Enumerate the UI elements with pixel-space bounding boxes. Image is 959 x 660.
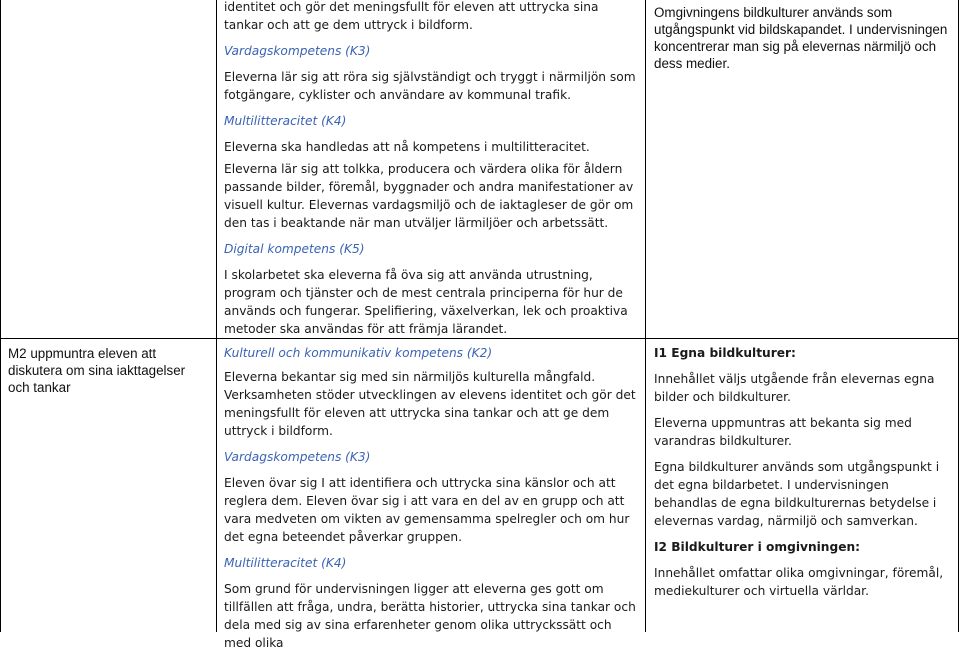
text-paragraph: identitet och gör det meningsfullt för eleven att uttrycka sina tankar och att ge dem uttryck i bildform. xyxy=(224,0,599,32)
bottom-right-cell xyxy=(654,344,952,608)
text-paragraph: Eleverna lär sig att röra sig självständigt och tryggt i närmiljön som fotgängare, cyklister och användare av kommunal trafik. xyxy=(224,70,636,102)
competence-heading-k3: Vardagskompetens (K3) xyxy=(224,450,371,464)
competence-heading-k4: Multilitteracitet (K4) xyxy=(224,556,347,570)
content-heading-i1: I1 Egna bildkulturer: xyxy=(654,346,796,360)
competence-heading-k5: Digital kompetens (K5) xyxy=(224,242,365,256)
top-right-cell xyxy=(654,4,950,80)
column-divider-1 xyxy=(216,0,217,632)
table-border-left xyxy=(0,0,1,632)
competence-heading-k2: Kulturell och kommunikativ kompetens (K2) xyxy=(224,346,493,360)
bottom-middle-cell xyxy=(224,344,638,660)
text-paragraph: Innehållet väljs utgående från elevernas egna bilder och bildkulturer. xyxy=(654,372,935,404)
top-middle-cell xyxy=(224,0,636,346)
text-paragraph: Eleverna uppmuntras att bekanta sig med varandras bildkulturer. xyxy=(654,416,912,448)
competence-heading-k4: Multilitteracitet (K4) xyxy=(224,114,347,128)
text-paragraph: Omgivningens bildkulturer används som utgångspunkt vid bildskapandet. I undervisningen koncentrerar man sig på elevernas närmiljö och dess medier. xyxy=(654,5,948,71)
text-paragraph: Eleverna ska handledas att nå kompetens i multilitteracitet. xyxy=(224,140,590,154)
text-paragraph: Eleverna bekantar sig med sin närmiljös kulturella mångfald. Verksamheten stöder utvecklingen av elevens identitet och gör det meningsfullt för eleven att uttrycka sina tankar och att ge dem uttryck i bildform. xyxy=(224,370,636,438)
text-paragraph: Eleven övar sig I att identifiera och uttrycka sina känslor och att reglera dem. Eleven övar sig i att vara en del av en grupp och att vara medveten om vikten av gemensamma spelregler och om hur det egna beteendet påverkar gruppen. xyxy=(224,476,630,544)
objective-text: M2 uppmuntra eleven att diskutera om sina iakttagelser och tankar xyxy=(8,346,186,395)
text-paragraph: Eleverna lär sig att tolkka, producera och värdera olika för åldern passande bilder, föremål, byggnader och andra manifestationer av visuell kultur. Elevernas vardagsmiljö och de iaktagleser de gör om den tas i beaktande när man utväljer lärmiljöer och arbetssätt. xyxy=(224,162,634,230)
text-paragraph: Egna bildkulturer används som utgångspunkt i det egna bildarbetet. I undervisningen behandlas de egna bildkulturernas betydelse i elevernas vardag, närmiljö och samverkan. xyxy=(654,460,940,528)
column-divider-2 xyxy=(645,0,646,632)
text-paragraph: Innehållet omfattar olika omgivningar, föremål, mediekulturer och virtuella världar. xyxy=(654,566,944,598)
objective-cell xyxy=(8,345,208,404)
content-heading-i2: I2 Bildkulturer i omgivningen: xyxy=(654,540,861,554)
competence-heading-k3: Vardagskompetens (K3) xyxy=(224,44,371,58)
text-paragraph: I skolarbetet ska eleverna få öva sig att använda utrustning, program och tjänster och de mest centrala principerna för hur de används och fungerar. Spelifiering, växelverkan, lek och proaktiva metoder ska användas för att främja lärandet. xyxy=(224,268,628,336)
text-paragraph: Som grund för undervisningen ligger att eleverna ges gott om tillfällen att fråga, undra, berätta historier, uttrycka sina tankar och dela med sig av sina erfarenheter genom olika uttryckssätt och med olika xyxy=(224,582,636,650)
